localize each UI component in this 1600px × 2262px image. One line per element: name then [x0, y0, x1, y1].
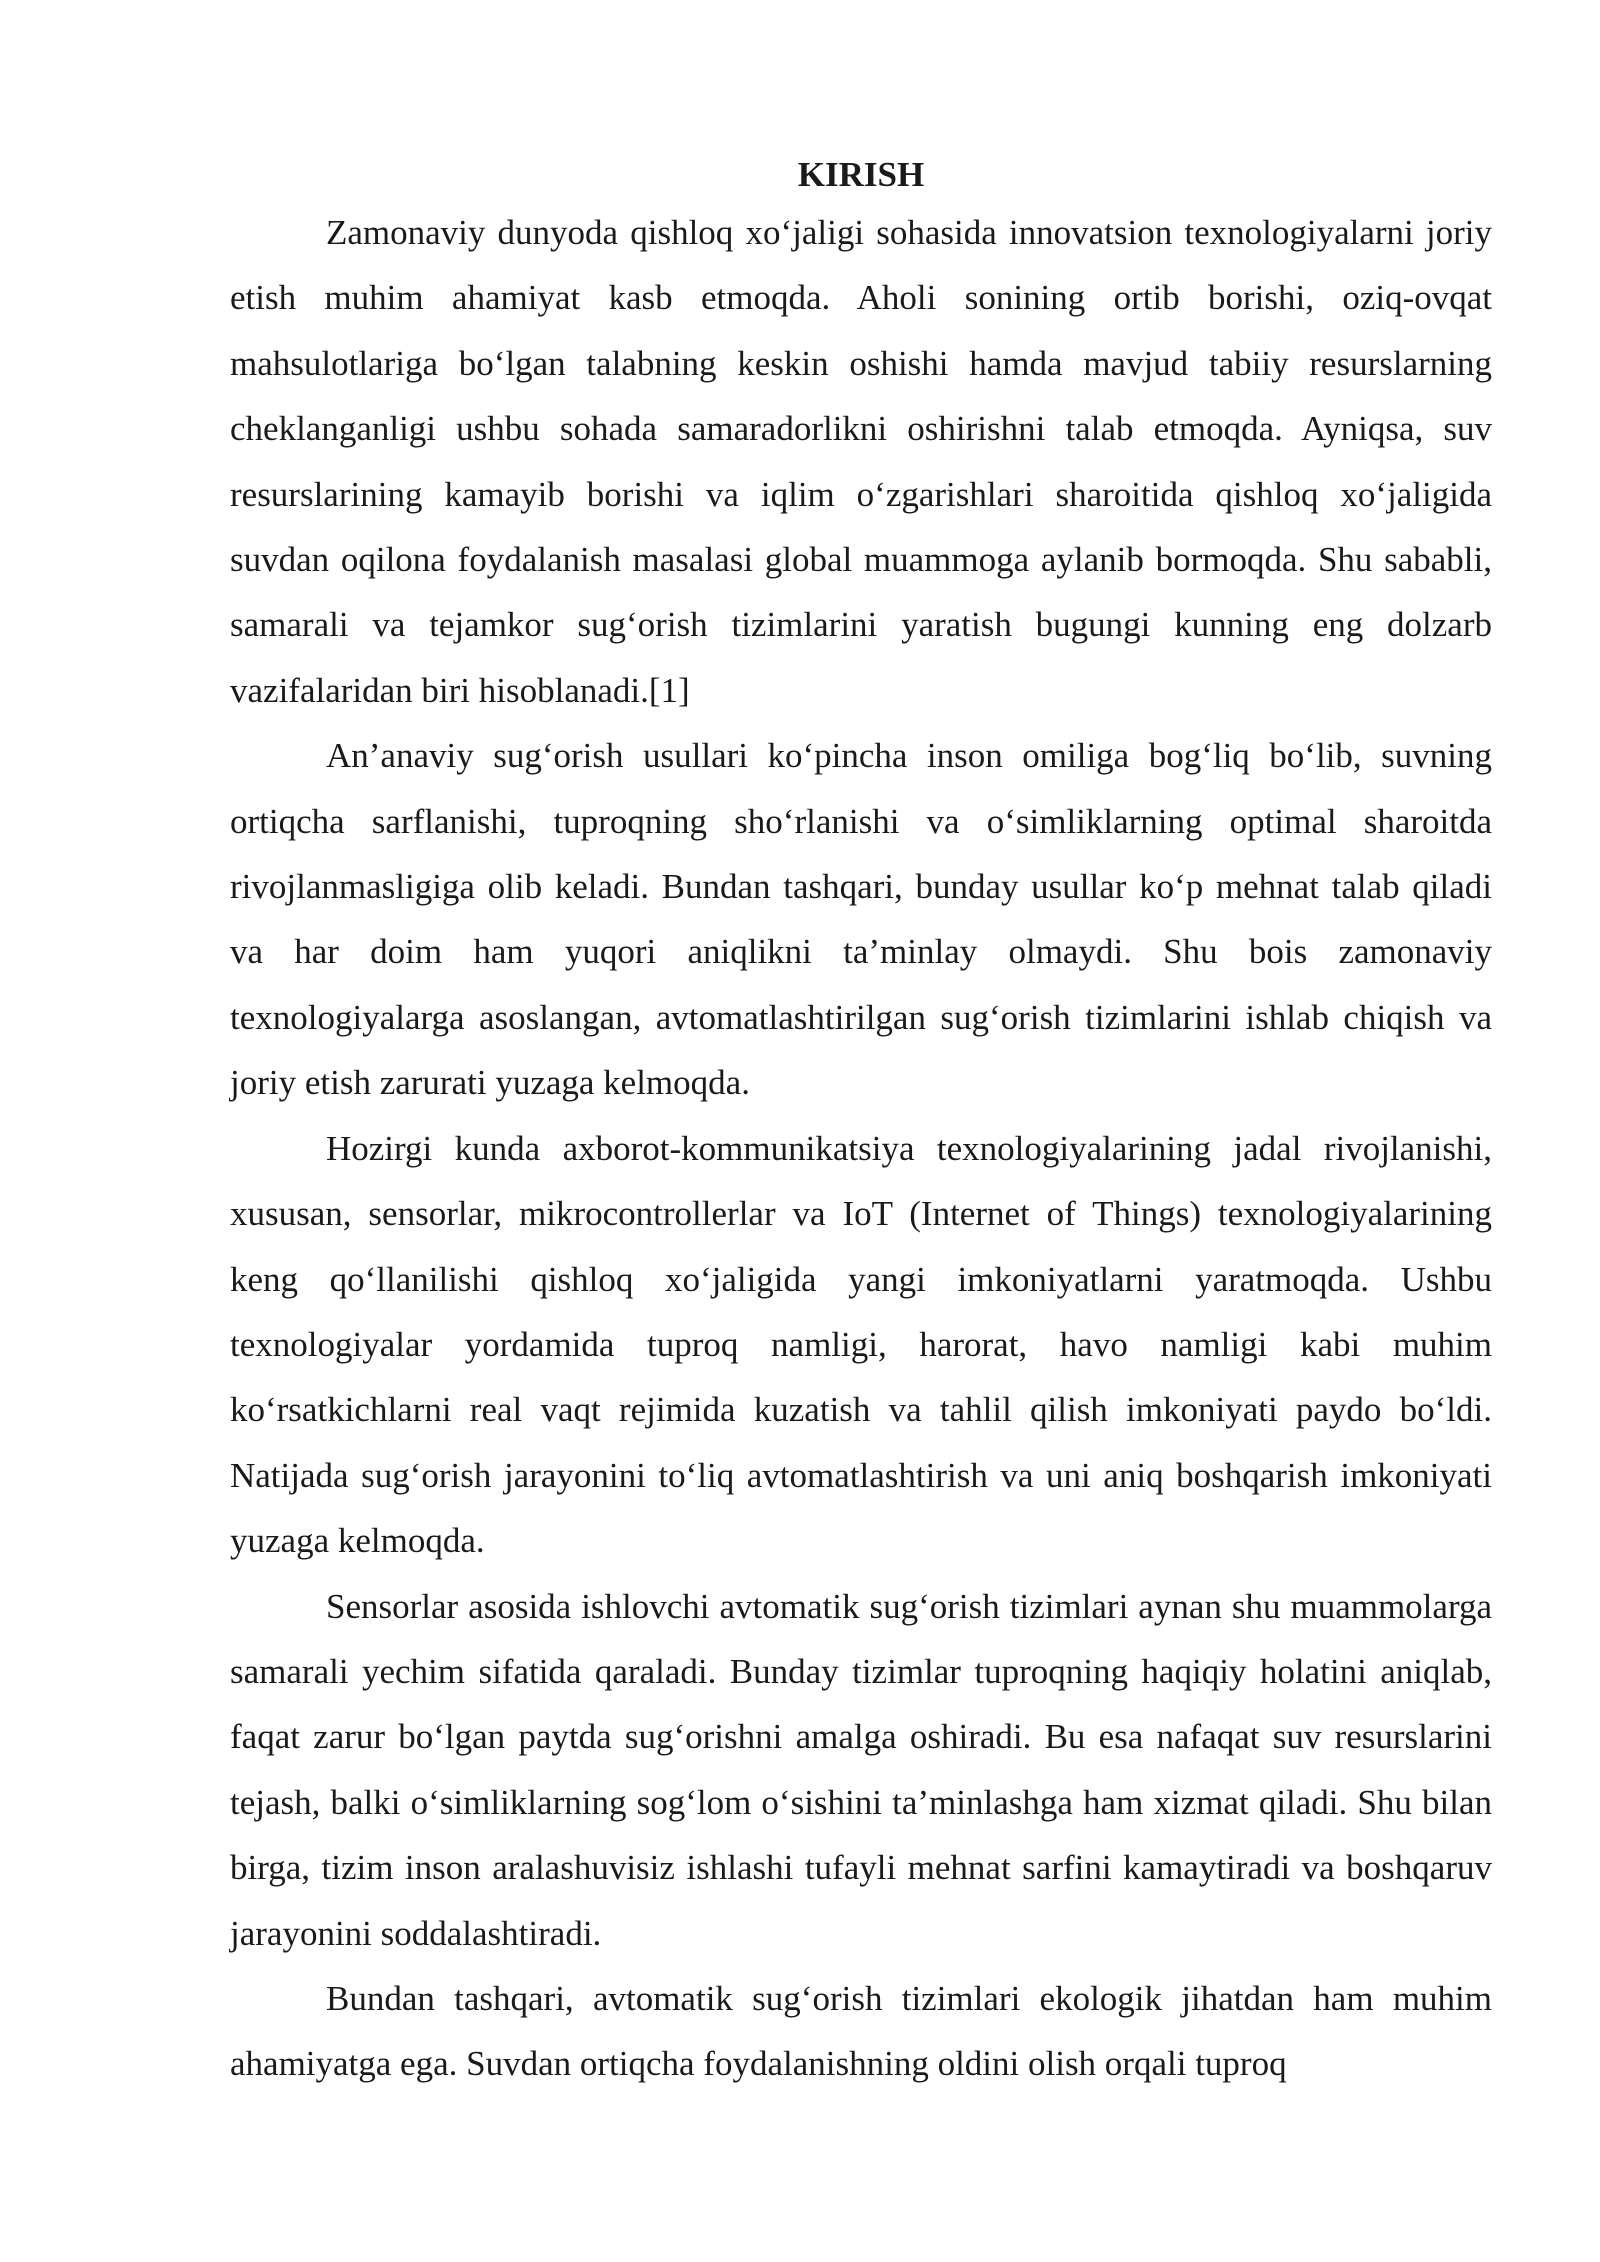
paragraph-1: Zamonaviy dunyoda qishloq xo‘jaligi sohasida innovatsion texnologiyalarni joriy etish muhim ahamiyat kasb etmoqda. Aholi sonining ortib borishi, oziq-ovqat mahsulotlariga bo‘lgan talabning keskin oshishi hamda mavjud tabiiy resurslarning cheklanganligi ushbu sohada samaradorlikni oshirishni talab etmoqda. Ayniqsa, suv resurslarining kamayib borishi va iqlim o‘zgarishlari sharoitida qishloq xo‘jaligida suvdan oqilona foydalanish masalasi global muammoga aylanib bormoqda. Shu sababli, samarali va tejamkor sug‘orish tizimlarini yaratish bugungi kunning eng dolzarb vazifalaridan biri hisoblanadi.[1]	[230, 213, 1492, 710]
paragraph-3: Hozirgi kunda axborot-kommunikatsiya texnologiyalarining jadal rivojlanishi, xususan, sensorlar, mikrocontrollerlar va IoT (Internet of Things) texnologiyalarining keng qo‘llanilishi qishloq xo‘jaligida yangi imkoniyatlarni yaratmoqda. Ushbu texnologiyalar yordamida tuproq namligi, harorat, havo namligi kabi muhim ko‘rsatkichlarni real vaqt rejimida kuzatish va tahlil qilish imkoniyati paydo bo‘ldi. Natijada sug‘orish jarayonini to‘liq avtomatlashtirish va uni aniq boshqarish imkoniyati yuzaga kelmoqda.	[230, 1128, 1492, 1561]
paragraph-4: Sensorlar asosida ishlovchi avtomatik sug‘orish tizimlari aynan shu muammolarga samarali yechim sifatida qaraladi. Bunday tizimlar tuproqning haqiqiy holatini aniqlab, faqat zarur bo‘lgan paytda sug‘orishni amalga oshiradi. Bu esa nafaqat suv resurslarini tejash, balki o‘simliklarning sog‘lom o‘sishini ta’minlashga ham xizmat qiladi. Shu bilan birga, tizim inson aralashuvisiz ishlashi tufayli mehnat sarfini kamaytiradi va boshqaruv jarayonini soddalashtiradi.	[230, 1586, 1492, 1953]
paragraph-2: An’anaviy sug‘orish usullari ko‘pincha inson omiliga bog‘liq bo‘lib, suvning ortiqcha sarflanishi, tuproqning sho‘rlanishi va o‘simliklarning optimal sharoitda rivojlanmasligiga olib keladi. Bundan tashqari, bunday usullar ko‘p mehnat talab qiladi va har doim ham yuqori aniqlikni ta’minlay olmaydi. Shu bois zamonaviy texnologiyalarga asoslangan, avtomatlashtirilgan sug‘orish tizimlarini ishlab chiqish va joriy etish zarurati yuzaga kelmoqda.	[230, 736, 1492, 1103]
paragraph-5: Bundan tashqari, avtomatik sug‘orish tizimlari ekologik jihatdan ham muhim ahamiyatga ega. Suvdan ortiqcha foydalanishning oldini olish orqali tuproq	[230, 1978, 1492, 2084]
document-title: KIRISH	[797, 155, 925, 194]
document-body	[230, 150, 1492, 2097]
